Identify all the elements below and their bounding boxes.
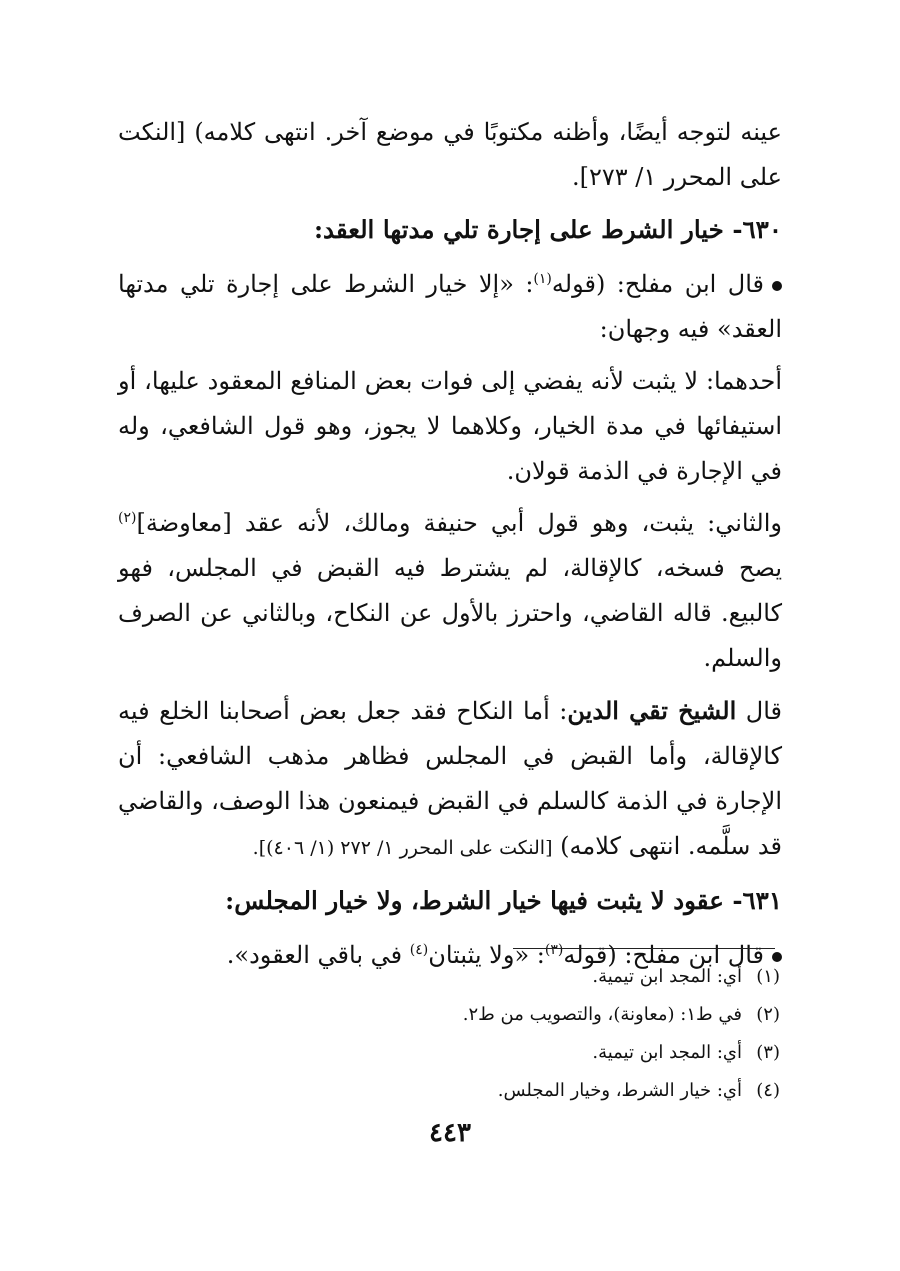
paragraph-lead: قال ابن مفلح: (قوله <box>563 941 764 969</box>
footnote-text: أي: المجد ابن تيمية. <box>592 1042 742 1063</box>
footnote-number: (٢) <box>756 1004 780 1025</box>
footnotes <box>120 958 780 1110</box>
footnote-ref-1[interactable]: (١) <box>533 271 552 287</box>
citation: [النكت على المحرر ١/ ٢٧٢ (١/ ٤٠٦)]. <box>252 837 553 859</box>
paragraph-continuation <box>118 110 782 200</box>
paragraph-rest: يصح فسخه، كالإقالة، لم يشترط فيه القبض في المجلس، فهو كالبيع. قاله القاضي، واحترز بالأول عن النكاح، وبالثاني عن الصرف والسلم. <box>118 554 782 672</box>
footnote-divider <box>513 948 775 949</box>
footnote-ref-3[interactable]: (٣) <box>544 942 564 958</box>
footnote-item <box>120 958 780 996</box>
footnote-text: أي: المجد ابن تيمية. <box>592 966 742 987</box>
paragraph-lead: قال ابن مفلح: (قوله <box>551 270 764 298</box>
page-number: ٤٤٣ <box>429 1118 471 1148</box>
footnote-number: (٣) <box>756 1042 780 1063</box>
footnote-ref-4[interactable]: (٤) <box>409 942 429 958</box>
paragraph-lead: قال <box>736 697 783 725</box>
section-heading-630: ٦٣٠- خيار الشرط على إجارة تلي مدتها العقد: <box>313 215 782 244</box>
paragraph-rest: في باقي العقود». <box>226 941 410 969</box>
paragraph-first-view: أحدهما: لا يثبت لأنه يفضي إلى فوات بعض المنافع المعقود عليها، أو استيفائها في مدة الخيار، وكلاهما لا يجوز، وهو قول الشافعي، وله في الإجارة في الذمة قولان. <box>118 367 782 485</box>
footnote-number: (١) <box>756 966 780 987</box>
footnote-item <box>120 1034 780 1072</box>
footnote-item <box>120 1072 780 1110</box>
paragraph-sheikh-taqi <box>118 688 782 871</box>
paragraph-rest: : «إلا خيار الشرط على إجارة تلي مدتها العقد» فيه وجهان: <box>118 270 782 343</box>
paragraph-mid: : «ولا يثبتان <box>428 941 545 969</box>
paragraph-ibn-muflih-quote <box>118 262 782 352</box>
footnote-number: (٤) <box>756 1080 780 1101</box>
main-text <box>118 110 782 985</box>
footnote-item <box>120 996 780 1034</box>
footnote-text: أي: خيار الشرط، وخيار المجلس. <box>497 1080 742 1101</box>
paragraph-second-view <box>118 501 782 681</box>
footnote-ref-2[interactable]: (٢) <box>118 510 137 526</box>
paragraph-lead: والثاني: يثبت، وهو قول أبي حنيفة ومالك، لأنه عقد [معاوضة] <box>136 509 782 537</box>
paragraph-rest: : أما النكاح فقد جعل بعض أصحابنا الخلع فيه كالإقالة، وأما القبض في المجلس فظاهر مذهب الشافعي: أن الإجارة في الذمة كالسلم في القبض فيمنعون هذا الوصف، والقاضي قد سلَّمه. انتهى كلامه) <box>118 697 782 860</box>
sheikh-name: الشيخ تقي الدين <box>567 696 737 725</box>
paragraph-text: عينه لتوجه أيضًا، وأظنه مكتوبًا في موضع آخر. انتهى كلامه) [النكت على المحرر ١/ ٢٧٣]. <box>118 118 782 191</box>
bullet-icon <box>772 281 782 291</box>
section-heading-631: ٦٣١- عقود لا يثبت فيها خيار الشرط، ولا خيار المجلس: <box>225 886 782 915</box>
footnote-text: في ط١: (معاونة)، والتصويب من ط٢. <box>462 1004 742 1025</box>
